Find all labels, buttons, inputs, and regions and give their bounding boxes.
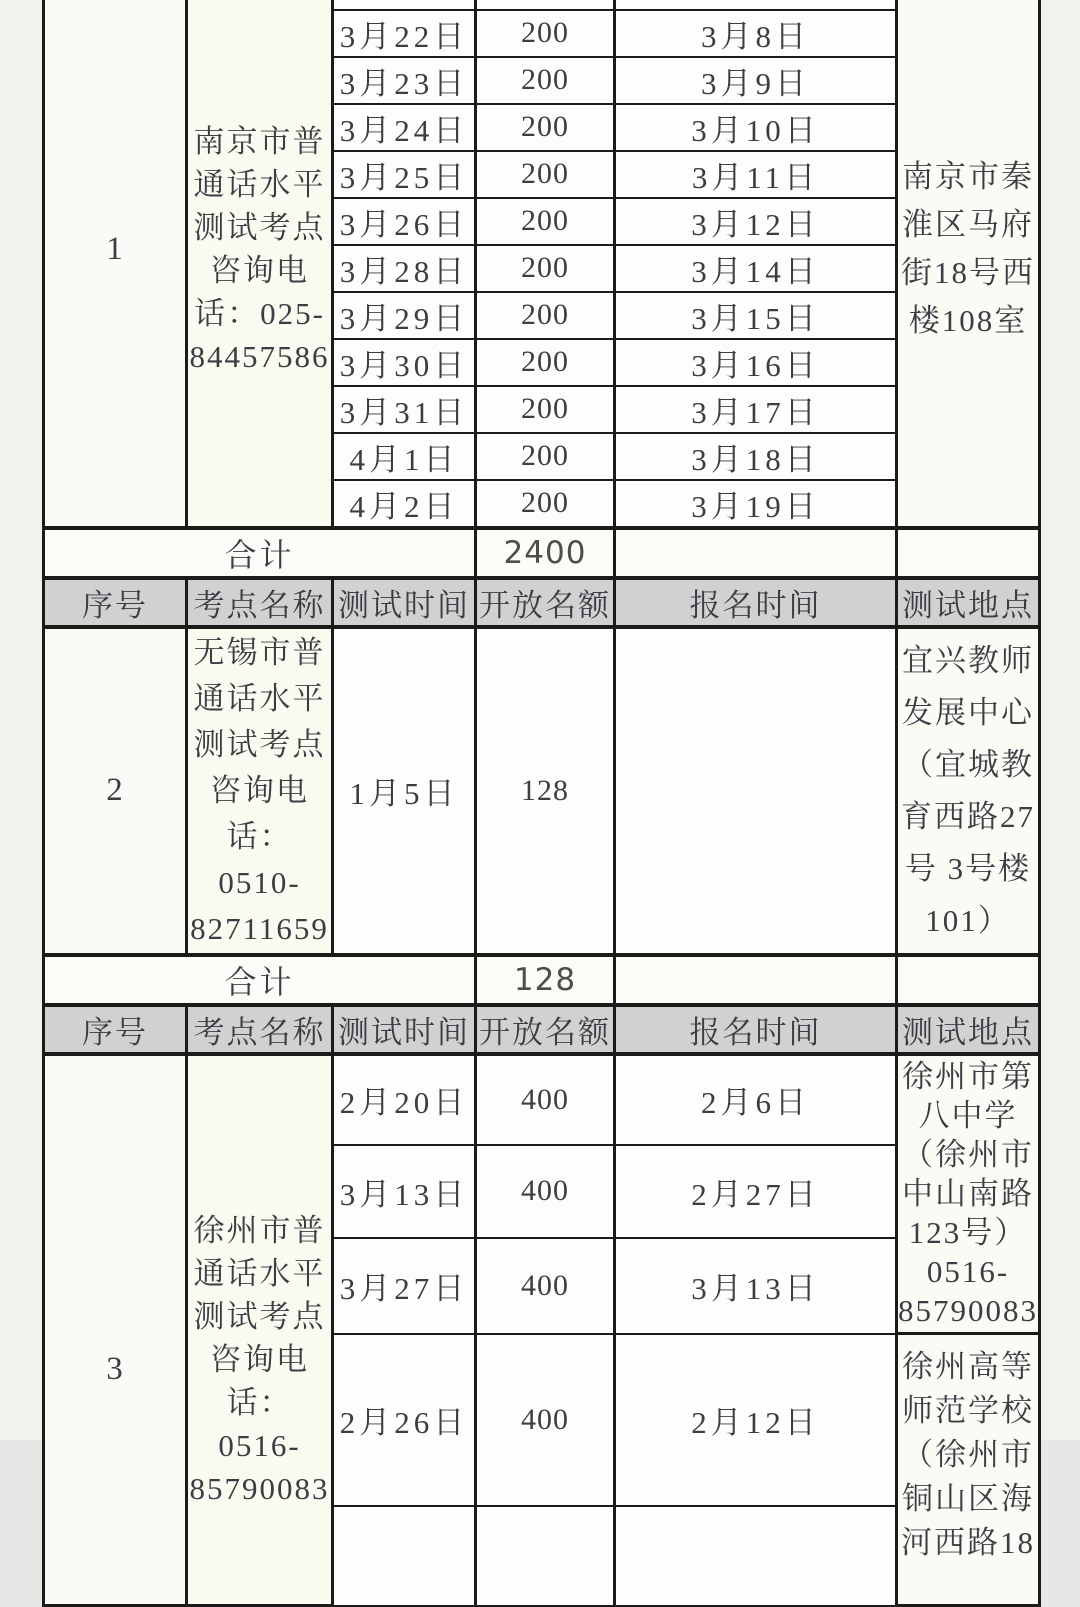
test-date-cell: 3月23日 [333, 57, 476, 104]
site-name-line: 测试考点 [193, 210, 326, 246]
location-cell [897, 627, 1040, 955]
location-line: 徐州市第 [902, 1059, 1034, 1095]
site-name-cell [187, 627, 333, 955]
reg-date-cell: 2月12日 [615, 1334, 897, 1506]
location-line: 中山南路 [902, 1176, 1034, 1212]
reg-date-cell: 3月8日 [615, 10, 897, 57]
location-line: 85790083 [898, 1293, 1038, 1329]
reg-date-cell: 3月9日 [615, 57, 897, 104]
test-date-cell: 4月2日 [333, 480, 476, 528]
site-name-line: 测试考点 [193, 726, 326, 762]
location-line: 河西路18 [901, 1525, 1035, 1560]
location-line: 0516- [926, 1254, 1010, 1290]
location-cell [897, 1054, 1040, 1334]
location-line: （徐州市 [902, 1137, 1034, 1173]
header-location: 测试地点 [897, 578, 1040, 627]
site-name-line: 84457586 [189, 339, 330, 375]
header-site-name: 考点名称 [187, 1005, 333, 1054]
reg-date-cell: 3月17日 [615, 386, 897, 433]
quota-cell: 200 [476, 151, 615, 198]
test-date-cell: 3月27日 [333, 1238, 476, 1334]
quota-cell: 200 [476, 10, 615, 57]
location-line: 淮区马府 [902, 207, 1034, 243]
location-line: 铜山区海 [902, 1481, 1034, 1516]
empty-cell [897, 528, 1040, 578]
reg-date-cell: 2月6日 [615, 1054, 897, 1145]
test-date-cell [333, 1506, 476, 1606]
test-date-cell: 3月24日 [333, 104, 476, 151]
reg-date-cell: 3月12日 [615, 198, 897, 245]
site-name-line: 南京市普 [193, 124, 326, 160]
location-line: 楼108室 [908, 303, 1028, 339]
location-line: 101） [925, 902, 1011, 938]
site-name-line: 0510- [218, 864, 301, 900]
location-line: 发展中心 [902, 694, 1034, 730]
test-date-cell: 3月29日 [333, 292, 476, 339]
header-reg-time: 报名时间 [615, 1005, 897, 1054]
total-label-cell: 合计 [44, 955, 476, 1005]
test-date-cell: 2月20日 [333, 1054, 476, 1145]
quota-cell: 200 [476, 198, 615, 245]
reg-date-cell: 3月15日 [615, 292, 897, 339]
table-row [44, 0, 1040, 10]
quota-cell: 200 [476, 386, 615, 433]
header-quota: 开放名额 [476, 578, 615, 627]
site-name-line: 82711659 [190, 910, 329, 946]
header-row [44, 1005, 1040, 1054]
test-date-cell: 3月13日 [333, 1145, 476, 1238]
location-line: 街18号西 [901, 255, 1035, 291]
site-name-cell [187, 1054, 333, 1606]
quota-cell: 200 [476, 433, 615, 480]
quota-cell: 400 [476, 1145, 615, 1238]
test-date-cell: 3月22日 [333, 10, 476, 57]
header-test-time: 测试时间 [333, 1005, 476, 1054]
site-name-line: 话：025- [194, 296, 325, 332]
table-row [44, 627, 1040, 955]
quota-cell: 400 [476, 1238, 615, 1334]
location-cell [897, 0, 1040, 528]
location-line: 南京市秦 [902, 159, 1034, 195]
table-row [44, 1054, 1040, 1145]
empty-cell [615, 528, 897, 578]
quota-cell: 200 [476, 245, 615, 292]
location-line: （宜城教 [902, 746, 1034, 782]
location-line: 徐州高等 [902, 1349, 1034, 1384]
schedule-table [42, 0, 1041, 1607]
quota-cell [476, 0, 615, 10]
quota-cell [476, 1506, 615, 1606]
seq-cell: 1 [44, 0, 187, 528]
test-date-cell: 3月26日 [333, 198, 476, 245]
site-name-line: 通话水平 [193, 680, 326, 716]
site-name-line: 0516- [218, 1428, 301, 1464]
seq-cell: 2 [44, 627, 187, 955]
test-date-cell: 3月30日 [333, 339, 476, 386]
location-line: 八中学 [918, 1098, 1018, 1134]
reg-date-cell: 3月13日 [615, 1238, 897, 1334]
test-date-cell: 3月25日 [333, 151, 476, 198]
total-row [44, 955, 1040, 1005]
location-line: （徐州市 [902, 1437, 1034, 1472]
quota-cell: 200 [476, 57, 615, 104]
location-line: 宜兴教师 [902, 642, 1034, 678]
header-row [44, 578, 1040, 627]
total-row [44, 528, 1040, 578]
header-seq: 序号 [44, 578, 187, 627]
test-date-cell: 4月1日 [333, 433, 476, 480]
quota-cell: 200 [476, 292, 615, 339]
quota-cell: 200 [476, 339, 615, 386]
quota-cell: 200 [476, 104, 615, 151]
location-cell [897, 1334, 1040, 1606]
site-name-line: 咨询电 [210, 772, 309, 808]
site-name-line: 话： [226, 1385, 293, 1421]
reg-date-cell: 2月27日 [615, 1145, 897, 1238]
header-quota: 开放名额 [476, 1005, 615, 1054]
test-date-cell: 3月31日 [333, 386, 476, 433]
location-line: 育西路27 [901, 798, 1035, 834]
site-name-line: 徐州市普 [193, 1213, 326, 1249]
site-name-line: 咨询电 [210, 253, 309, 289]
location-line: 号 3号楼 [904, 850, 1032, 886]
test-date-cell: 3月28日 [333, 245, 476, 292]
reg-date-cell: 3月14日 [615, 245, 897, 292]
total-value-cell: 2400 [476, 528, 615, 578]
header-reg-time: 报名时间 [615, 578, 897, 627]
header-test-time: 测试时间 [333, 578, 476, 627]
site-name-line: 通话水平 [193, 167, 326, 203]
quota-cell: 200 [476, 480, 615, 528]
site-name-line: 测试考点 [193, 1299, 326, 1335]
site-name-line: 通话水平 [193, 1256, 326, 1292]
test-date-cell: 1月5日 [333, 627, 476, 955]
reg-date-cell: 3月18日 [615, 433, 897, 480]
quota-cell: 128 [476, 627, 615, 955]
header-location: 测试地点 [897, 1005, 1040, 1054]
quota-cell: 400 [476, 1054, 615, 1145]
reg-date-cell: 3月16日 [615, 339, 897, 386]
reg-date-cell [615, 0, 897, 10]
test-date-cell: 2月26日 [333, 1334, 476, 1506]
seq-cell: 3 [44, 1054, 187, 1606]
total-value-cell: 128 [476, 955, 615, 1005]
reg-date-cell [615, 1506, 897, 1606]
reg-date-cell: 3月10日 [615, 104, 897, 151]
site-name-line: 话： [226, 818, 293, 854]
test-date-cell [333, 0, 476, 10]
reg-date-cell: 3月19日 [615, 480, 897, 528]
site-name-line: 85790083 [189, 1471, 330, 1507]
site-name-line: 咨询电 [210, 1342, 309, 1378]
header-seq: 序号 [44, 1005, 187, 1054]
site-name-line: 无锡市普 [193, 634, 326, 670]
header-site-name: 考点名称 [187, 578, 333, 627]
site-name-cell [187, 0, 333, 528]
reg-date-cell: 3月11日 [615, 151, 897, 198]
quota-cell: 400 [476, 1334, 615, 1506]
location-line: 123号） [908, 1215, 1028, 1251]
total-label-cell: 合计 [44, 528, 476, 578]
location-line: 师范学校 [902, 1393, 1034, 1428]
empty-cell [897, 955, 1040, 1005]
empty-cell [615, 955, 897, 1005]
reg-date-cell [615, 627, 897, 955]
